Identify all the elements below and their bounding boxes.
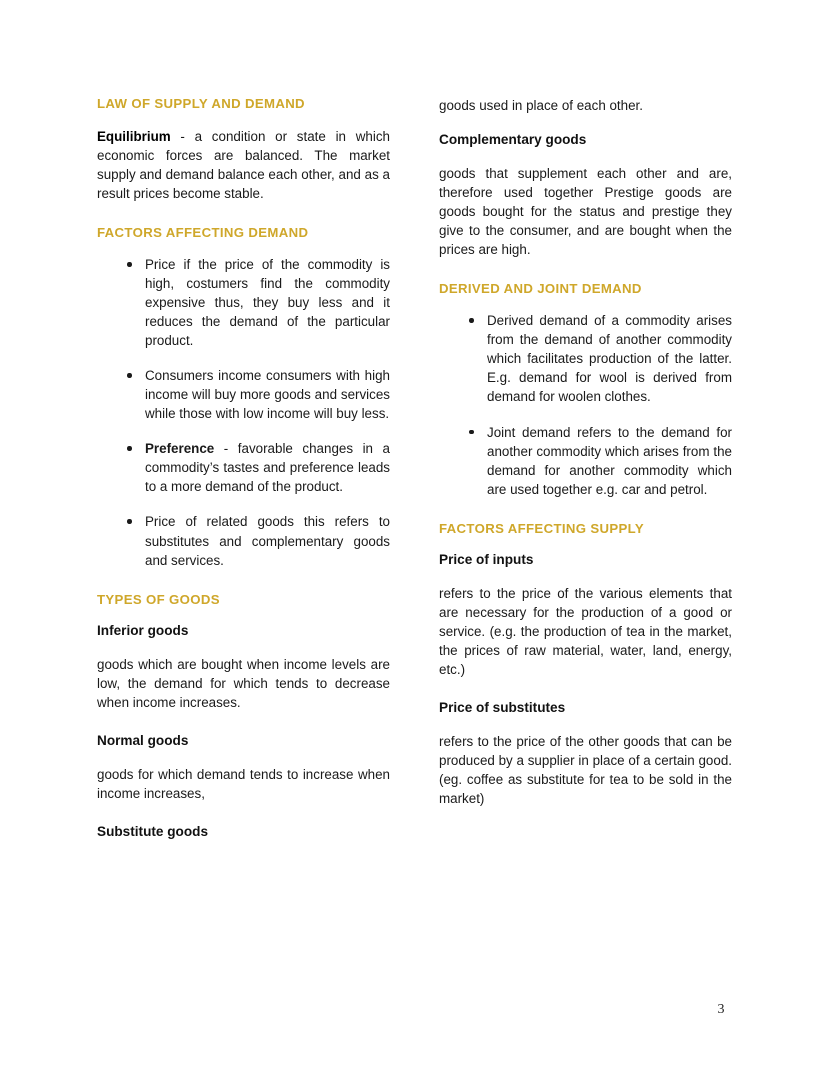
equilibrium-definition: - a condition or state in which economic forces are balanced. The market supply and demand balance each other, and as a result prices become stable. [97,128,390,201]
subheading-inferior-goods: Inferior goods [97,623,189,639]
subheading-substitute-goods: Substitute goods [97,823,209,839]
preference-definition: - favorable changes in a commodity’s tastes and preference leads to a more demand of the product. [145,441,390,495]
list-item-text: Joint demand refers to the demand for another commodity which arises from the demand for another commodity which are used together e.g. car and petrol. [487,424,732,497]
left-column [97,96,390,855]
right-column [439,96,732,808]
page-number: 3 [717,1002,725,1017]
heading-factors-affecting-demand: FACTORS AFFECTING DEMAND [97,224,309,240]
demand-factors-list [97,255,390,569]
subheading-price-of-substitutes: Price of substitutes [439,699,566,715]
normal-goods-paragraph: goods for which demand tends to increase when income increases, [97,766,390,801]
list-item-text: Price of related goods this refers to substitutes and complementary goods and services. [145,514,390,568]
bullet-dot-icon [127,446,132,451]
substitute-goods-paragraph: goods used in place of each other. [439,98,643,113]
list-item [97,255,390,350]
two-column-layout [97,96,731,855]
list-item-text: Price if the price of the commodity is high, costumers find the commodity expensive thus, they buy less and it reduces the demand of the particular product. [145,257,390,349]
list-item [97,439,390,496]
list-item [439,423,732,499]
list-item [439,311,732,406]
equilibrium-paragraph [97,127,390,203]
subheading-normal-goods: Normal goods [97,732,189,748]
list-item [97,512,390,569]
list-item [97,366,390,423]
bullet-dot-icon [469,430,474,435]
complementary-goods-paragraph: goods that supplement each other and are, therefore used together Prestige goods are goods bought for the status and prestige they give to the consumer, and are bought when the prices are high. [439,165,732,257]
heading-factors-affecting-supply: FACTORS AFFECTING SUPPLY [439,520,645,536]
list-item-text: Consumers income consumers with high income will buy more goods and services while those with low income will buy less. [145,368,390,422]
bullet-dot-icon [469,318,474,323]
heading-derived-and-joint-demand: DERIVED AND JOINT DEMAND [439,280,642,296]
equilibrium-term: Equilibrium [97,128,171,144]
list-item-text: Derived demand of a commodity arises from the demand of another commodity which facilitates production of the latter. E.g. demand for wool is derived from demand for woolen clothes. [487,313,732,405]
bullet-dot-icon [127,519,132,524]
heading-law-of-supply-and-demand: LAW OF SUPPLY AND DEMAND [97,96,305,111]
price-of-substitutes-paragraph: refers to the price of the other goods that can be produced by a supplier in place of a certain good. (eg. coffee as substitute for tea to be sold in the market) [439,733,732,806]
inferior-goods-paragraph: goods which are bought when income levels are low, the demand for which tends to decrease when income increases. [97,656,390,710]
subheading-price-of-inputs: Price of inputs [439,552,534,568]
bullet-dot-icon [127,262,132,267]
bullet-dot-icon [127,373,132,378]
heading-types-of-goods: TYPES OF GOODS [97,591,220,607]
preference-term: Preference [145,441,215,457]
derived-joint-demand-list [439,311,732,498]
subheading-complementary-goods: Complementary goods [439,132,587,148]
price-of-inputs-paragraph: refers to the price of the various elements that are necessary for the production of a good or service. (e.g. the production of tea in the market, the prices of raw material, water, land, energy, etc.) [439,585,732,677]
